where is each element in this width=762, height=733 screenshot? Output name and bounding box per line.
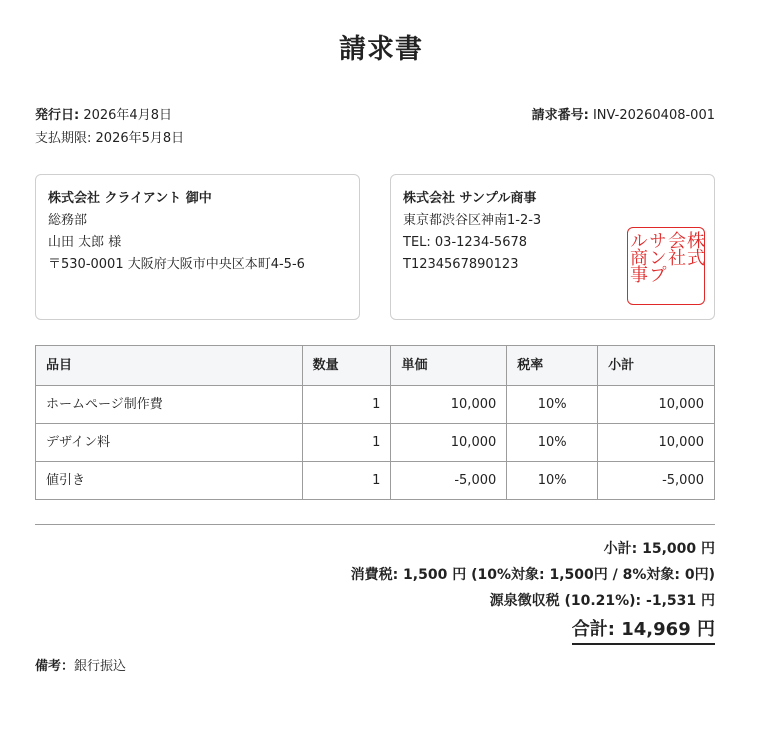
client-department: 総務部 — [48, 213, 88, 228]
consumption-tax-line: 消費税: 1,500 円 (10%対象: 1,500円 / 8%対象: 0円) — [350, 567, 715, 583]
due-date-label: 支払期限: — [35, 131, 92, 146]
column-header-subtotal: 小計 — [598, 346, 715, 386]
issuer-address: 東京都渋谷区神南1-2-3 — [403, 213, 542, 228]
cell-item: ホームページ制作費 — [36, 386, 303, 424]
cell-quantity: 1 — [302, 462, 391, 500]
table-row — [36, 386, 715, 424]
grand-total: 合計: 14,969 円 — [572, 619, 715, 645]
seal-column-3: サンプ — [646, 231, 667, 282]
remarks — [35, 659, 126, 675]
client-name: 株式会社 クライアント 御中 — [48, 191, 212, 206]
totals-section — [351, 539, 715, 645]
cell-tax-rate: 10% — [507, 424, 598, 462]
table-row — [36, 424, 715, 462]
page-title: 請求書 — [339, 34, 423, 65]
column-header-quantity: 数量 — [302, 346, 391, 386]
remarks-value: 銀行振込 — [74, 659, 127, 674]
client-person: 山田 太郎 様 — [48, 235, 122, 250]
column-header-item: 品目 — [36, 346, 303, 386]
invoice-number — [532, 107, 715, 125]
invoice-dates — [35, 107, 184, 153]
column-header-tax-rate: 税率 — [507, 346, 598, 386]
issue-date — [35, 107, 184, 130]
issue-date-value: 2026年4月8日 — [83, 108, 172, 123]
seal-column-2: 会社 — [665, 231, 686, 265]
cell-subtotal: 10,000 — [598, 424, 715, 462]
table-row — [36, 462, 715, 500]
totals-divider — [35, 524, 715, 525]
due-date-value: 2026年5月8日 — [95, 131, 185, 146]
client-address: 〒530-0001 大阪府大阪市中央区本町4-5-6 — [48, 257, 305, 272]
cell-quantity: 1 — [302, 386, 391, 424]
cell-unit-price: 10,000 — [391, 424, 507, 462]
due-date — [35, 130, 184, 153]
subtotal-line: 小計: 15,000 円 — [603, 541, 715, 557]
cell-unit-price: 10,000 — [391, 386, 507, 424]
issuer-registration-number: T1234567890123 — [403, 257, 519, 272]
seal-column-4: ル商事 — [627, 231, 648, 282]
seal-column-1: 株式 — [684, 231, 705, 265]
invoice-number-label: 請求番号: — [531, 108, 589, 123]
cell-unit-price: -5,000 — [391, 462, 507, 500]
cell-subtotal: -5,000 — [598, 462, 715, 500]
withholding-tax-line: 源泉徴収税 (10.21%): -1,531 円 — [489, 593, 715, 609]
table-header-row — [36, 346, 715, 386]
cell-quantity: 1 — [302, 424, 391, 462]
invoice-number-value: INV-20260408-001 — [592, 108, 715, 123]
cell-tax-rate: 10% — [507, 386, 598, 424]
client-box — [35, 174, 360, 320]
issuer-tel: TEL: 03-1234-5678 — [403, 235, 528, 250]
column-header-unit-price: 単価 — [391, 346, 507, 386]
cell-subtotal: 10,000 — [598, 386, 715, 424]
cell-tax-rate: 10% — [507, 462, 598, 500]
cell-item: デザイン料 — [36, 424, 303, 462]
line-items-table — [35, 345, 715, 500]
issue-date-label: 発行日: — [35, 108, 80, 123]
cell-item: 値引き — [36, 462, 303, 500]
remarks-label: 備考： — [35, 659, 75, 674]
company-seal-stamp — [627, 227, 705, 305]
issuer-name: 株式会社 サンプル商事 — [403, 191, 537, 206]
issuer-box — [390, 174, 715, 320]
grand-total-wrapper — [351, 617, 715, 645]
